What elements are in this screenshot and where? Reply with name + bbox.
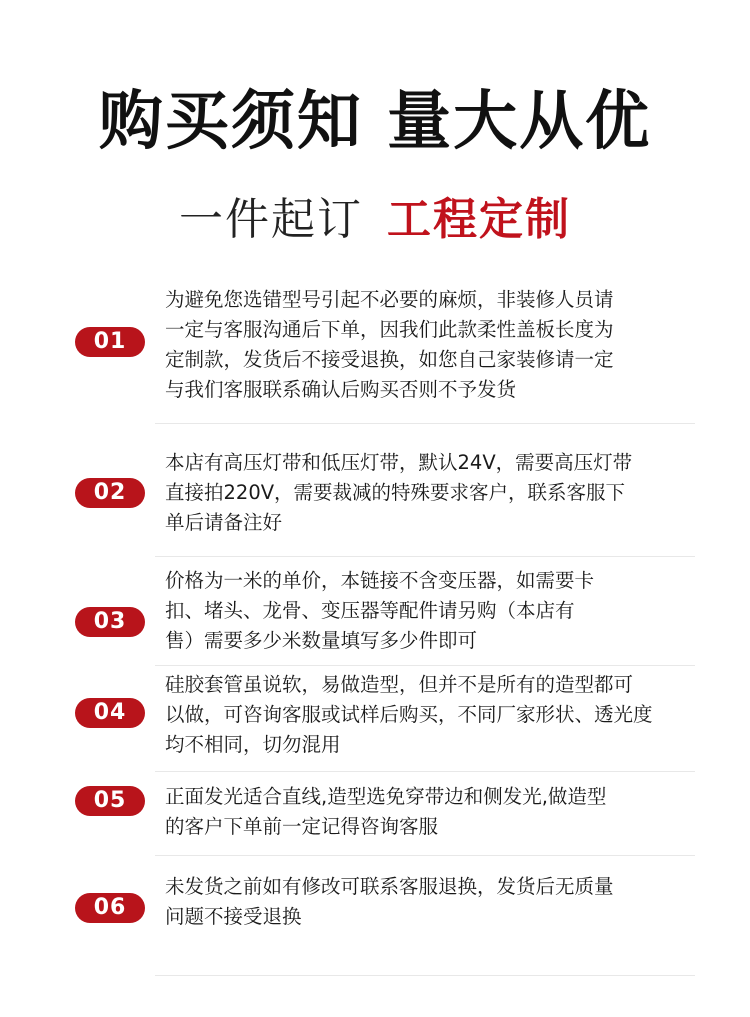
item-text xyxy=(165,448,705,538)
item-text xyxy=(165,566,705,656)
item-number-badge: 03 xyxy=(75,607,145,637)
item-text-line: 与我们客服联系确认后购买否则不予发货 xyxy=(165,378,517,401)
item-text xyxy=(165,872,705,932)
item-text-line: 售）需要多少米数量填写多少件即可 xyxy=(165,629,478,652)
item-divider xyxy=(155,556,695,557)
item-text-line: 正面发光适合直线,造型选免穿带边和侧发光,做造型 xyxy=(165,785,607,808)
item-number-badge: 05 xyxy=(75,786,145,816)
item-text-line: 未发货之前如有修改可联系客服退换，发货后无质量 xyxy=(165,875,614,898)
item-text xyxy=(165,782,705,842)
item-text-line: 定制款，发货后不接受退换，如您自己家装修请一定 xyxy=(165,348,614,371)
subtitle-plain: 一件起订 xyxy=(179,194,363,245)
item-number-badge: 04 xyxy=(75,698,145,728)
item-divider xyxy=(155,771,695,772)
item-number-badge: 02 xyxy=(75,478,145,508)
item-divider xyxy=(155,975,695,976)
item-text xyxy=(165,670,705,760)
item-divider xyxy=(155,423,695,424)
item-text-line: 本店有高压灯带和低压灯带，默认24V，需要高压灯带 xyxy=(165,451,633,474)
page-title: 购买须知 量大从优 xyxy=(98,85,652,159)
item-text-line: 硅胶套管虽说软，易做造型，但并不是所有的造型都可 xyxy=(165,673,634,696)
item-divider xyxy=(155,665,695,666)
subtitle-accent: 工程定制 xyxy=(387,194,571,245)
item-number-badge: 01 xyxy=(75,327,145,357)
item-text-line: 为避免您选错型号引起不必要的麻烦，非装修人员请 xyxy=(165,288,614,311)
item-number-badge: 06 xyxy=(75,893,145,923)
item-text xyxy=(165,285,705,405)
item-text-line: 问题不接受退换 xyxy=(165,905,302,928)
item-divider xyxy=(155,855,695,856)
item-text-line: 单后请备注好 xyxy=(165,511,283,534)
item-text-line: 价格为一米的单价，本链接不含变压器，如需要卡 xyxy=(165,569,595,592)
item-text-line: 扣、堵头、龙骨、变压器等配件请另购（本店有 xyxy=(165,599,575,622)
item-text-line: 均不相同，切勿混用 xyxy=(165,733,341,756)
item-text-line: 一定与客服沟通后下单，因我们此款柔性盖板长度为 xyxy=(165,318,614,341)
page-subtitle xyxy=(0,190,750,250)
item-text-line: 以做，可咨询客服或试样后购买，不同厂家形状、透光度 xyxy=(165,703,653,726)
item-text-line: 的客户下单前一定记得咨询客服 xyxy=(165,815,439,838)
item-text-line: 直接拍220V，需要裁减的特殊要求客户，联系客服下 xyxy=(165,481,626,504)
